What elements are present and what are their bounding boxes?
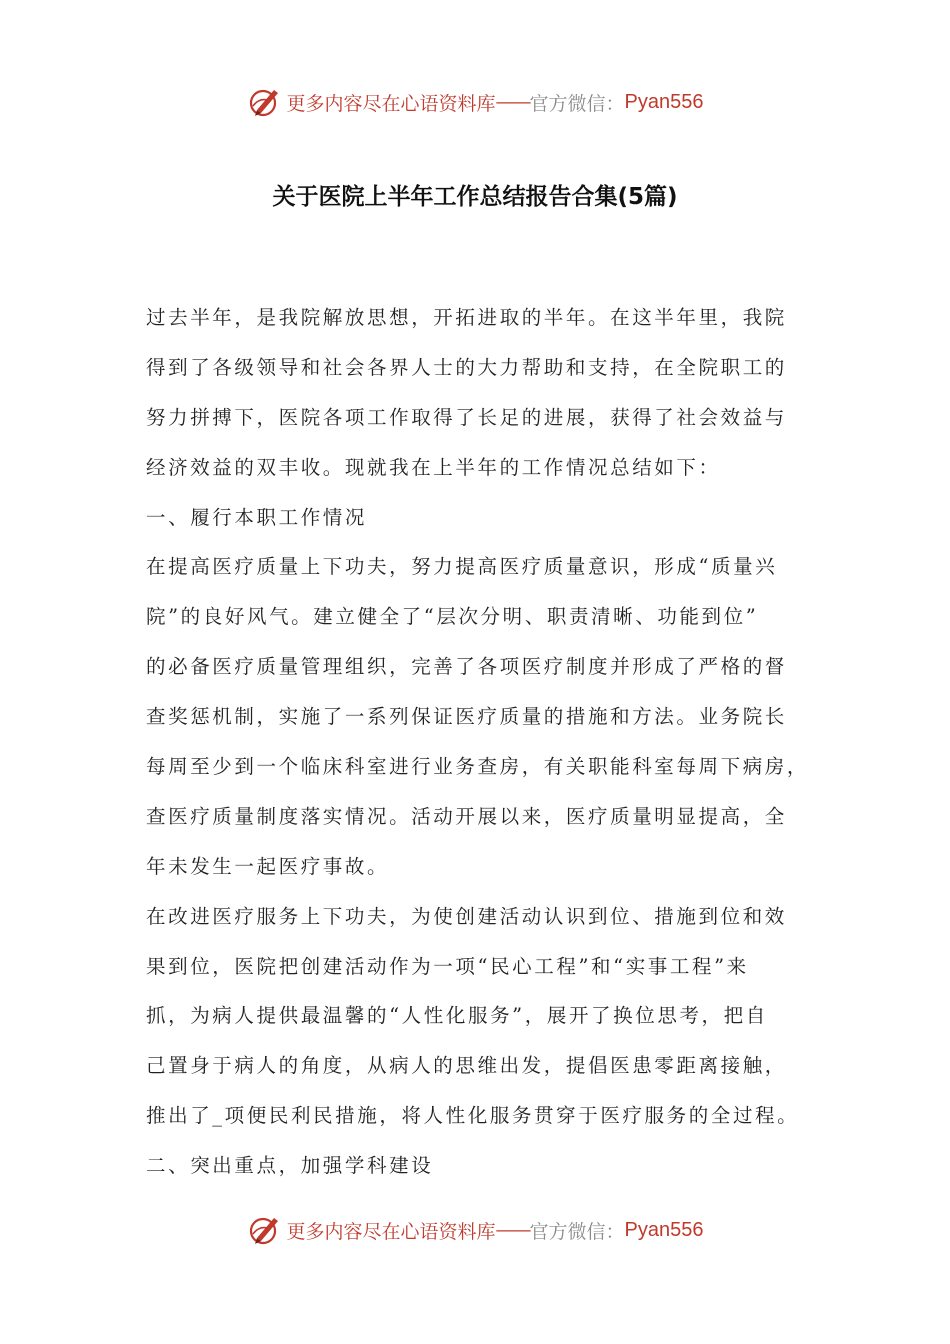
document-title: 关于医院上半年工作总结报告合集(5篇) [272, 184, 678, 210]
body-line: 经济效益的双丰收。现就我在上半年的工作情况总结如下： [146, 455, 721, 479]
body-line: 查医疗质量制度落实情况。活动开展以来，医疗质量明显提高，全 [146, 804, 787, 828]
body-line: 查奖惩机制，实施了一系列保证医疗质量的措施和方法。业务院长 [146, 705, 787, 729]
footer-banner [0, 1210, 950, 1250]
banner-wechat-id: Pyan556 [624, 1218, 704, 1241]
header-banner [0, 82, 950, 122]
banner-dash: —— [495, 1219, 530, 1241]
body-line: 每周至少到一个临床科室进行业务查房，有关职能科室每周下病房， [146, 755, 810, 779]
body-line: 抓，为病人提供最温馨的“人性化服务”，展开了换位思考，把自 [146, 1004, 768, 1028]
body-line: 己置身于病人的角度，从病人的思维出发，提倡医患零距离接触， [146, 1054, 787, 1078]
banner-site-text: 更多内容尽在心语资料库 [286, 92, 496, 115]
body-line: 的必备医疗质量管理组织，完善了各项医疗制度并形成了严格的督 [146, 655, 787, 679]
body-line: 年未发生一起医疗事故。 [146, 854, 390, 878]
body-line: 在改进医疗服务上下功夫，为使创建活动认识到位、措施到位和效 [146, 904, 787, 928]
body-line: 努力拼搏下，医院各项工作取得了长足的进展，获得了社会效益与 [146, 405, 787, 429]
body-line: 推出了_项便民利民措施，将人性化服务贯穿于医疗服务的全过程。 [146, 1104, 800, 1128]
banner-site-text: 更多内容尽在心语资料库 [286, 1220, 496, 1243]
section-heading: 二、突出重点，加强学科建设 [146, 1154, 434, 1178]
body-line: 院”的良好风气。建立健全了“层次分明、职责清晰、功能到位” [146, 605, 759, 629]
pen-logo-icon [247, 84, 283, 120]
body-line: 果到位，医院把创建活动作为一项“民心工程”和“实事工程”来 [146, 954, 749, 978]
banner-dash: —— [495, 91, 530, 113]
body-line: 得到了各级领导和社会各界人士的大力帮助和支持，在全院职工的 [146, 355, 787, 379]
banner-wechat-label: 官方微信： [529, 92, 625, 115]
pen-logo-icon [247, 1212, 283, 1248]
body-line: 在提高医疗质量上下功夫，努力提高医疗质量意识，形成“质量兴 [146, 555, 778, 579]
banner-wechat-label: 官方微信： [529, 1220, 625, 1243]
body-line: 过去半年，是我院解放思想，开拓进取的半年。在这半年里，我院 [146, 306, 787, 329]
banner-wechat-id: Pyan556 [624, 90, 704, 113]
document-body [146, 300, 826, 1198]
section-heading: 一、履行本职工作情况 [146, 505, 368, 529]
